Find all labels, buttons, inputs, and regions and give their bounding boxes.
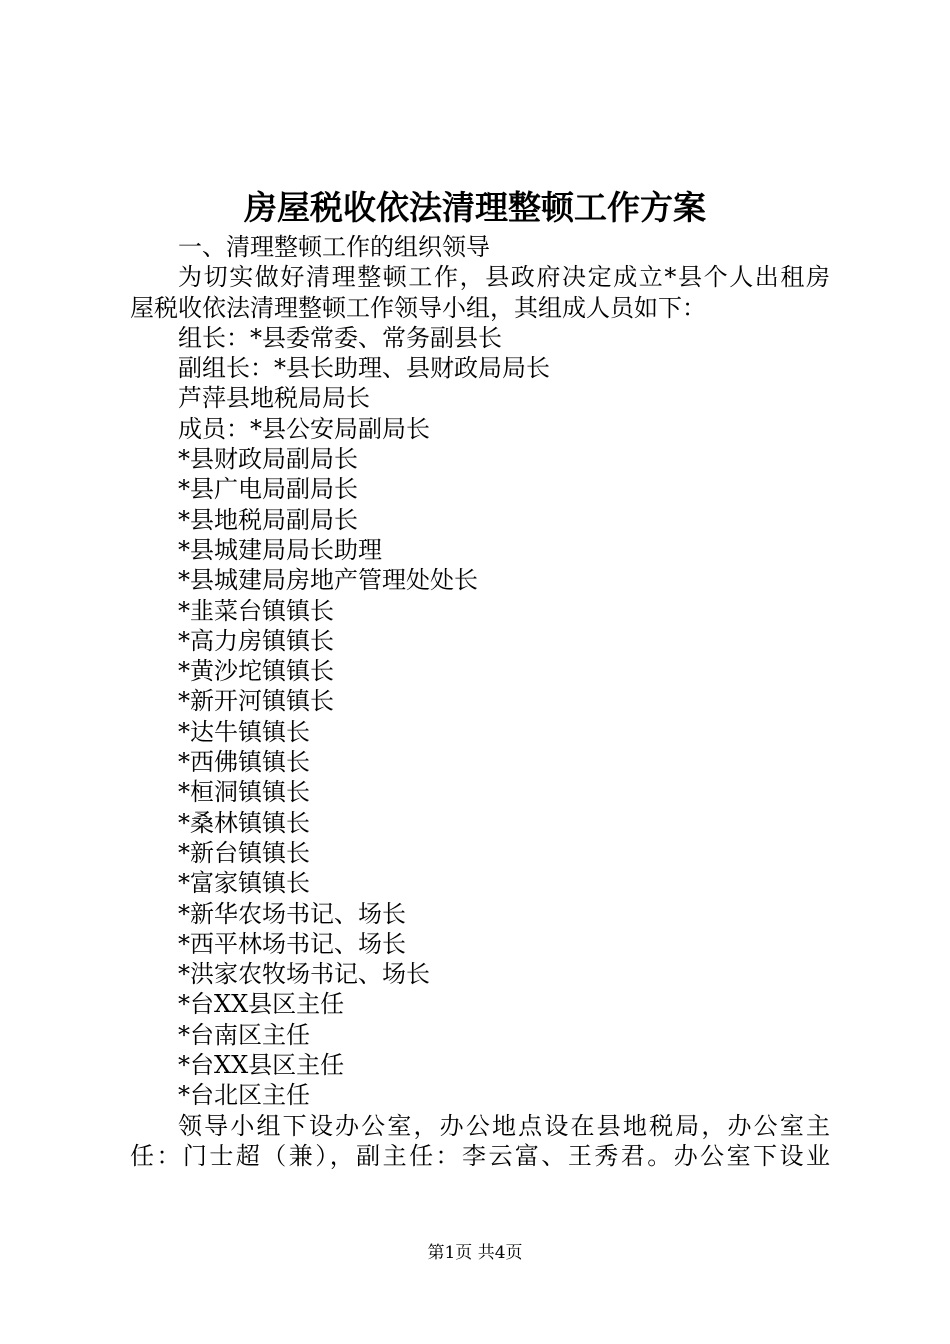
paragraph-line: 屋税收依法清理整顿工作领导小组，其组成人员如下： <box>130 293 706 322</box>
paragraph-line: 领导小组下设办公室，办公地点设在县地税局，办公室主 <box>178 1111 830 1140</box>
member-line: *西平林场书记、场长 <box>178 929 406 958</box>
member-line: 芦萍县地税局局长 <box>178 384 370 413</box>
member-line: *洪家农牧场书记、场长 <box>178 960 430 989</box>
member-line: *台北区主任 <box>178 1081 310 1110</box>
member-line: *黄沙坨镇镇长 <box>178 657 334 686</box>
member-line: *韭菜台镇镇长 <box>178 596 334 625</box>
member-line: *新台镇镇长 <box>178 838 310 867</box>
member-line: *县财政局副局长 <box>178 445 358 474</box>
member-line: 成员：*县公安局副局长 <box>178 414 430 443</box>
member-line: *县地税局副局长 <box>178 505 358 534</box>
member-line: *新华农场书记、场长 <box>178 899 406 928</box>
section-heading: 一、清理整顿工作的组织领导 <box>178 233 490 261</box>
member-line: *台XX县区主任 <box>178 990 345 1019</box>
member-line: *台南区主任 <box>178 1020 310 1049</box>
member-line: 副组长：*县长助理、县财政局局长 <box>178 354 550 383</box>
member-line: *达牛镇镇长 <box>178 717 310 746</box>
member-line: *县广电局副局长 <box>178 475 358 504</box>
member-line: *高力房镇镇长 <box>178 626 334 655</box>
document-body <box>130 232 830 1171</box>
page-footer: 第1页 共4页 <box>427 1243 523 1263</box>
member-line: *新开河镇镇长 <box>178 687 334 716</box>
member-line: *县城建局局长助理 <box>178 535 382 564</box>
member-line: *西佛镇镇长 <box>178 748 310 777</box>
paragraph-line: 为切实做好清理整顿工作，县政府决定成立*县个人出租房 <box>178 263 830 292</box>
member-line: *县城建局房地产管理处处长 <box>178 566 478 595</box>
member-line: *桑林镇镇长 <box>178 808 310 837</box>
member-line: *富家镇镇长 <box>178 869 310 898</box>
member-line: *桓洞镇镇长 <box>178 778 310 807</box>
member-line: *台XX县区主任 <box>178 1051 345 1080</box>
paragraph-line: 任：门士超（兼），副主任：李云富、王秀君。办公室下设业 <box>130 1141 830 1170</box>
document-title: 房屋税收依法清理整顿工作方案 <box>244 188 706 227</box>
member-line: 组长：*县委常委、常务副县长 <box>178 323 502 352</box>
